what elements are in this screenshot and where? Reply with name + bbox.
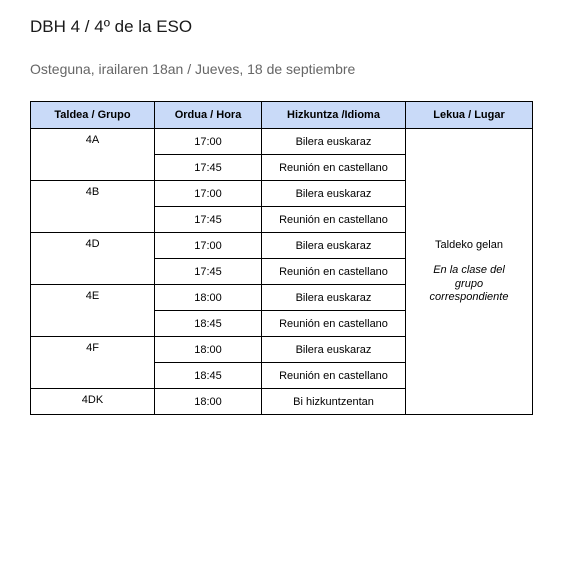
time-cell: 18:00 bbox=[155, 285, 262, 311]
time-cell: 18:00 bbox=[155, 337, 262, 363]
language-cell: Bilera euskaraz bbox=[262, 181, 406, 207]
header-language: Hizkuntza /Idioma bbox=[262, 102, 406, 129]
language-cell: Reunión en castellano bbox=[262, 259, 406, 285]
place-spanish: En la clase del grupo correspondiente bbox=[429, 264, 509, 303]
group-cell: 4A bbox=[31, 129, 155, 181]
schedule-table bbox=[30, 101, 533, 415]
language-cell: Bi hizkuntzentan bbox=[262, 389, 406, 415]
page-title: DBH 4 / 4º de la ESO bbox=[30, 17, 193, 36]
time-cell: 17:45 bbox=[155, 259, 262, 285]
time-cell: 18:45 bbox=[155, 311, 262, 337]
time-cell: 18:00 bbox=[155, 389, 262, 415]
place-cell bbox=[406, 129, 533, 415]
group-cell: 4DK bbox=[31, 389, 155, 415]
language-cell: Bilera euskaraz bbox=[262, 337, 406, 363]
time-cell: 17:45 bbox=[155, 155, 262, 181]
page-subtitle: Osteguna, irailaren 18an / Jueves, 18 de septiembre bbox=[30, 61, 356, 77]
time-cell: 17:00 bbox=[155, 233, 262, 259]
header-time: Ordua / Hora bbox=[155, 102, 262, 129]
header-group: Taldea / Grupo bbox=[31, 102, 155, 129]
language-cell: Bilera euskaraz bbox=[262, 129, 406, 155]
time-cell: 17:00 bbox=[155, 129, 262, 155]
language-cell: Bilera euskaraz bbox=[262, 233, 406, 259]
place-basque: Taldeko gelan bbox=[435, 239, 503, 252]
table-header-row bbox=[31, 102, 533, 129]
language-cell: Reunión en castellano bbox=[262, 207, 406, 233]
language-cell: Bilera euskaraz bbox=[262, 285, 406, 311]
time-cell: 18:45 bbox=[155, 363, 262, 389]
language-cell: Reunión en castellano bbox=[262, 155, 406, 181]
time-cell: 17:00 bbox=[155, 181, 262, 207]
table-row bbox=[31, 129, 533, 155]
group-cell: 4B bbox=[31, 181, 155, 233]
group-cell: 4D bbox=[31, 233, 155, 285]
time-cell: 17:45 bbox=[155, 207, 262, 233]
language-cell: Reunión en castellano bbox=[262, 363, 406, 389]
group-cell: 4E bbox=[31, 285, 155, 337]
language-cell: Reunión en castellano bbox=[262, 311, 406, 337]
group-cell: 4F bbox=[31, 337, 155, 389]
header-place: Lekua / Lugar bbox=[406, 102, 533, 129]
